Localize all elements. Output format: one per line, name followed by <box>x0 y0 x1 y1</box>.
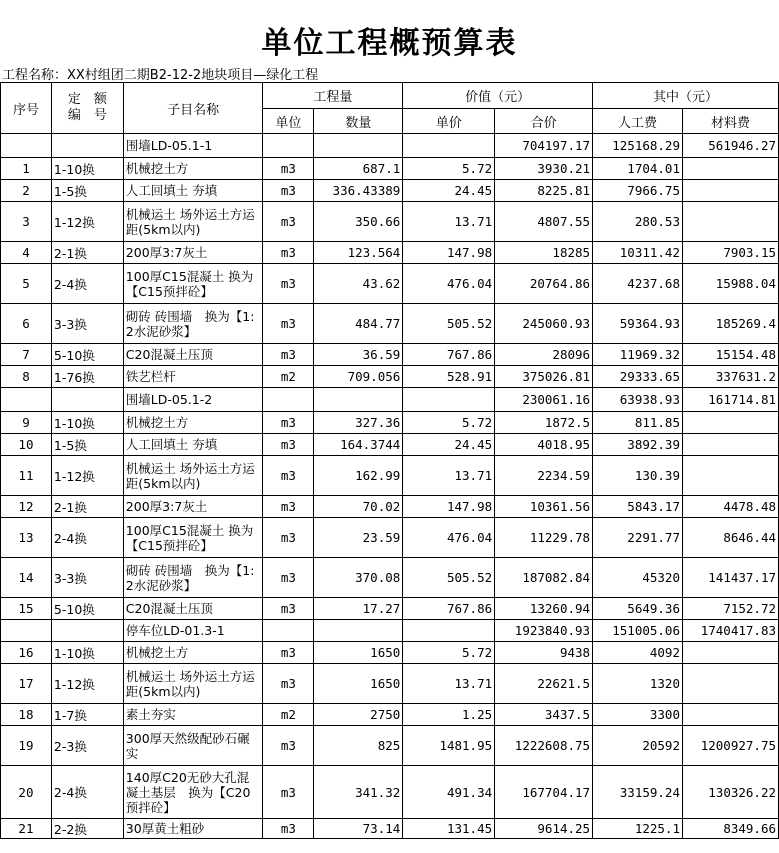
row-unit: m3 <box>263 180 314 202</box>
row-unit-price: 24.45 <box>403 180 495 202</box>
row-unit: m3 <box>263 664 314 704</box>
row-material <box>682 664 778 704</box>
row-qty: 17.27 <box>314 598 403 620</box>
header-material: 材料费 <box>682 109 778 134</box>
row-unit: m3 <box>263 264 314 304</box>
row-material <box>682 158 778 180</box>
row-unit-price: 13.71 <box>403 456 495 496</box>
table-row <box>1 819 779 839</box>
row-name: 停车位LD-01.3-1 <box>123 620 263 642</box>
row-unit-price: 24.45 <box>403 434 495 456</box>
header-labor: 人工费 <box>593 109 683 134</box>
row-name: C20混凝土压顶 <box>123 344 263 366</box>
row-material: 7903.15 <box>682 242 778 264</box>
table-row <box>1 726 779 766</box>
table-row <box>1 598 779 620</box>
row-unit <box>263 134 314 158</box>
row-total: 230061.16 <box>495 388 593 412</box>
row-name: C20混凝土压顶 <box>123 598 263 620</box>
row-seq: 13 <box>1 518 52 558</box>
row-code: 2-4换 <box>51 518 123 558</box>
row-code: 5-10换 <box>51 598 123 620</box>
row-unit-price: 505.52 <box>403 304 495 344</box>
row-qty: 350.66 <box>314 202 403 242</box>
table-row <box>1 766 779 819</box>
row-total: 4807.55 <box>495 202 593 242</box>
row-seq: 19 <box>1 726 52 766</box>
header-unit: 单位 <box>263 109 314 134</box>
row-code: 1-12换 <box>51 456 123 496</box>
row-material: 15154.48 <box>682 344 778 366</box>
row-material: 8646.44 <box>682 518 778 558</box>
row-unit: m3 <box>263 496 314 518</box>
row-name: 铁艺栏杆 <box>123 366 263 388</box>
row-name: 人工回填土 夯填 <box>123 180 263 202</box>
row-labor: 5649.36 <box>593 598 683 620</box>
row-unit: m3 <box>263 158 314 180</box>
row-seq: 8 <box>1 366 52 388</box>
row-total: 4018.95 <box>495 434 593 456</box>
row-labor: 1704.01 <box>593 158 683 180</box>
row-code: 1-10换 <box>51 412 123 434</box>
row-seq: 16 <box>1 642 52 664</box>
row-name: 机械挖土方 <box>123 412 263 434</box>
row-material: 7152.72 <box>682 598 778 620</box>
row-code: 2-4换 <box>51 264 123 304</box>
table-row <box>1 518 779 558</box>
row-total: 28096 <box>495 344 593 366</box>
header-quantity-group: 工程量 <box>263 83 403 109</box>
row-total: 3437.5 <box>495 704 593 726</box>
row-unit: m3 <box>263 598 314 620</box>
row-material <box>682 202 778 242</box>
row-unit-price: 1481.95 <box>403 726 495 766</box>
table-row <box>1 664 779 704</box>
row-total: 1923840.93 <box>495 620 593 642</box>
row-seq: 6 <box>1 304 52 344</box>
row-unit-price: 147.98 <box>403 496 495 518</box>
row-seq: 9 <box>1 412 52 434</box>
row-labor: 125168.29 <box>593 134 683 158</box>
table-row <box>1 242 779 264</box>
row-name: 100厚C15混凝土 换为【C15预拌砼】 <box>123 264 263 304</box>
row-name: 140厚C20无砂大孔混凝土基层 换为【C20预拌砼】 <box>123 766 263 819</box>
row-code: 5-10换 <box>51 344 123 366</box>
row-name: 机械运土 场外运土方运距(5km以内) <box>123 664 263 704</box>
row-code: 3-3换 <box>51 558 123 598</box>
row-qty: 327.36 <box>314 412 403 434</box>
header-qty: 数量 <box>314 109 403 134</box>
row-qty: 73.14 <box>314 819 403 839</box>
table-row <box>1 202 779 242</box>
row-name: 素土夯实 <box>123 704 263 726</box>
row-material <box>682 642 778 664</box>
row-labor: 20592 <box>593 726 683 766</box>
page-title: 单位工程概预算表 <box>261 26 518 61</box>
row-seq: 10 <box>1 434 52 456</box>
row-total: 704197.17 <box>495 134 593 158</box>
row-name: 砌砖 砖围墙 换为【1:2水泥砂浆】 <box>123 558 263 598</box>
row-labor: 7966.75 <box>593 180 683 202</box>
row-material <box>682 434 778 456</box>
row-code: 1-5换 <box>51 180 123 202</box>
row-total: 22621.5 <box>495 664 593 704</box>
row-unit-price: 767.86 <box>403 344 495 366</box>
row-seq: 2 <box>1 180 52 202</box>
row-unit: m3 <box>263 819 314 839</box>
row-unit: m3 <box>263 726 314 766</box>
table-row <box>1 344 779 366</box>
row-code: 1-7换 <box>51 704 123 726</box>
row-seq <box>1 620 52 642</box>
row-qty: 1650 <box>314 642 403 664</box>
row-qty: 825 <box>314 726 403 766</box>
row-labor: 151005.06 <box>593 620 683 642</box>
row-unit-price: 13.71 <box>403 664 495 704</box>
row-material: 141437.17 <box>682 558 778 598</box>
row-total: 11229.78 <box>495 518 593 558</box>
row-seq: 5 <box>1 264 52 304</box>
row-qty: 370.08 <box>314 558 403 598</box>
row-total: 3930.21 <box>495 158 593 180</box>
row-unit <box>263 388 314 412</box>
header-code <box>51 83 123 134</box>
row-labor: 811.85 <box>593 412 683 434</box>
row-unit: m3 <box>263 766 314 819</box>
row-seq: 20 <box>1 766 52 819</box>
header-among-group: 其中（元） <box>593 83 779 109</box>
row-unit: m2 <box>263 366 314 388</box>
row-unit <box>263 620 314 642</box>
row-name: 200厚3:7灰土 <box>123 242 263 264</box>
row-unit-price: 147.98 <box>403 242 495 264</box>
row-labor: 5843.17 <box>593 496 683 518</box>
row-code: 1-10换 <box>51 642 123 664</box>
row-labor: 2291.77 <box>593 518 683 558</box>
row-qty: 70.02 <box>314 496 403 518</box>
row-code: 2-3换 <box>51 726 123 766</box>
row-seq <box>1 134 52 158</box>
row-unit-price: 491.34 <box>403 766 495 819</box>
row-unit-price: 5.72 <box>403 158 495 180</box>
row-labor: 63938.93 <box>593 388 683 412</box>
row-code: 1-12换 <box>51 664 123 704</box>
row-unit-price <box>403 134 495 158</box>
table-row <box>1 158 779 180</box>
row-name: 机械运土 场外运土方运距(5km以内) <box>123 456 263 496</box>
row-name: 机械挖土方 <box>123 642 263 664</box>
row-material: 8349.66 <box>682 819 778 839</box>
row-seq: 18 <box>1 704 52 726</box>
table-row <box>1 642 779 664</box>
row-qty: 2750 <box>314 704 403 726</box>
row-total: 187082.84 <box>495 558 593 598</box>
header-code-label: 定 额 编 号 <box>67 92 107 123</box>
row-code: 1-76换 <box>51 366 123 388</box>
row-total: 18285 <box>495 242 593 264</box>
row-total: 1872.5 <box>495 412 593 434</box>
row-seq: 21 <box>1 819 52 839</box>
row-labor: 11969.32 <box>593 344 683 366</box>
row-labor: 4237.68 <box>593 264 683 304</box>
row-qty <box>314 134 403 158</box>
row-seq: 4 <box>1 242 52 264</box>
row-qty: 23.59 <box>314 518 403 558</box>
row-labor: 45320 <box>593 558 683 598</box>
row-code: 1-5换 <box>51 434 123 456</box>
row-total: 8225.81 <box>495 180 593 202</box>
row-qty: 36.59 <box>314 344 403 366</box>
table-row <box>1 412 779 434</box>
row-qty: 43.62 <box>314 264 403 304</box>
header-unit-price: 单价 <box>403 109 495 134</box>
row-labor: 29333.65 <box>593 366 683 388</box>
row-total: 10361.56 <box>495 496 593 518</box>
row-total: 167704.17 <box>495 766 593 819</box>
row-seq: 7 <box>1 344 52 366</box>
row-material: 15988.04 <box>682 264 778 304</box>
row-material: 161714.81 <box>682 388 778 412</box>
table-row <box>1 366 779 388</box>
row-unit-price: 476.04 <box>403 518 495 558</box>
table-row <box>1 434 779 456</box>
row-total: 375026.81 <box>495 366 593 388</box>
row-qty: 164.3744 <box>314 434 403 456</box>
row-name: 人工回填土 夯填 <box>123 434 263 456</box>
row-unit: m3 <box>263 434 314 456</box>
section-row <box>1 620 779 642</box>
table-row <box>1 496 779 518</box>
row-total: 245060.93 <box>495 304 593 344</box>
row-unit: m3 <box>263 304 314 344</box>
row-total: 20764.86 <box>495 264 593 304</box>
header-total: 合价 <box>495 109 593 134</box>
row-labor: 1320 <box>593 664 683 704</box>
table-row <box>1 264 779 304</box>
row-unit: m3 <box>263 412 314 434</box>
row-material <box>682 456 778 496</box>
row-labor: 10311.42 <box>593 242 683 264</box>
row-unit-price <box>403 388 495 412</box>
row-code: 1-10换 <box>51 158 123 180</box>
section-row <box>1 388 779 412</box>
row-labor: 3892.39 <box>593 434 683 456</box>
row-unit-price: 476.04 <box>403 264 495 304</box>
row-code <box>51 134 123 158</box>
row-name: 机械运土 场外运土方运距(5km以内) <box>123 202 263 242</box>
row-unit: m3 <box>263 558 314 598</box>
table-row <box>1 704 779 726</box>
row-name: 30厚黄土粗砂 <box>123 819 263 839</box>
row-labor: 3300 <box>593 704 683 726</box>
table-row <box>1 456 779 496</box>
row-code: 2-1换 <box>51 242 123 264</box>
row-labor: 4092 <box>593 642 683 664</box>
row-name: 围墙LD-05.1-1 <box>123 134 263 158</box>
row-qty: 123.564 <box>314 242 403 264</box>
row-total: 1222608.75 <box>495 726 593 766</box>
row-seq: 17 <box>1 664 52 704</box>
row-seq <box>1 388 52 412</box>
row-unit: m2 <box>263 704 314 726</box>
row-material: 4478.48 <box>682 496 778 518</box>
row-unit: m3 <box>263 202 314 242</box>
row-unit-price: 505.52 <box>403 558 495 598</box>
header-seq: 序号 <box>1 83 52 134</box>
row-labor: 280.53 <box>593 202 683 242</box>
row-unit-price: 131.45 <box>403 819 495 839</box>
row-seq: 14 <box>1 558 52 598</box>
row-total: 9614.25 <box>495 819 593 839</box>
row-material <box>682 180 778 202</box>
row-code <box>51 388 123 412</box>
row-qty: 336.43389 <box>314 180 403 202</box>
header-item: 子目名称 <box>123 83 263 134</box>
row-name: 100厚C15混凝土 换为【C15预拌砼】 <box>123 518 263 558</box>
row-code: 3-3换 <box>51 304 123 344</box>
row-qty: 687.1 <box>314 158 403 180</box>
row-unit-price: 767.86 <box>403 598 495 620</box>
row-total: 2234.59 <box>495 456 593 496</box>
row-unit-price: 5.72 <box>403 412 495 434</box>
row-unit: m3 <box>263 518 314 558</box>
row-unit-price: 5.72 <box>403 642 495 664</box>
row-unit-price <box>403 620 495 642</box>
row-code <box>51 620 123 642</box>
row-qty: 341.32 <box>314 766 403 819</box>
row-material <box>682 704 778 726</box>
row-qty: 162.99 <box>314 456 403 496</box>
row-labor: 33159.24 <box>593 766 683 819</box>
table-row <box>1 180 779 202</box>
row-unit: m3 <box>263 642 314 664</box>
row-qty: 484.77 <box>314 304 403 344</box>
row-seq: 11 <box>1 456 52 496</box>
row-total: 9438 <box>495 642 593 664</box>
row-code: 2-1换 <box>51 496 123 518</box>
row-seq: 1 <box>1 158 52 180</box>
table-body <box>1 134 779 839</box>
row-code: 2-4换 <box>51 766 123 819</box>
row-unit-price: 1.25 <box>403 704 495 726</box>
budget-table <box>0 82 779 839</box>
row-unit: m3 <box>263 456 314 496</box>
section-row <box>1 134 779 158</box>
row-material: 337631.2 <box>682 366 778 388</box>
row-name: 砌砖 砖围墙 换为【1:2水泥砂浆】 <box>123 304 263 344</box>
row-material: 185269.4 <box>682 304 778 344</box>
project-name: 工程名称：XX村组团二期B2-12-2地块项目—绿化工程 <box>2 68 319 83</box>
row-name: 围墙LD-05.1-2 <box>123 388 263 412</box>
row-material: 1740417.83 <box>682 620 778 642</box>
table-row <box>1 558 779 598</box>
row-unit: m3 <box>263 344 314 366</box>
header-value-group: 价值（元） <box>403 83 593 109</box>
row-unit-price: 13.71 <box>403 202 495 242</box>
row-code: 2-2换 <box>51 819 123 839</box>
row-material: 1200927.75 <box>682 726 778 766</box>
row-material: 130326.22 <box>682 766 778 819</box>
row-unit: m3 <box>263 242 314 264</box>
row-seq: 15 <box>1 598 52 620</box>
row-seq: 12 <box>1 496 52 518</box>
row-qty <box>314 388 403 412</box>
row-material: 561946.27 <box>682 134 778 158</box>
row-total: 13260.94 <box>495 598 593 620</box>
row-labor: 59364.93 <box>593 304 683 344</box>
row-seq: 3 <box>1 202 52 242</box>
row-unit-price: 528.91 <box>403 366 495 388</box>
row-labor: 130.39 <box>593 456 683 496</box>
row-qty: 709.056 <box>314 366 403 388</box>
row-name: 200厚3:7灰土 <box>123 496 263 518</box>
row-labor: 1225.1 <box>593 819 683 839</box>
row-name: 机械挖土方 <box>123 158 263 180</box>
row-name: 300厚天然级配砂石碾实 <box>123 726 263 766</box>
row-material <box>682 412 778 434</box>
table-row <box>1 304 779 344</box>
row-code: 1-12换 <box>51 202 123 242</box>
row-qty <box>314 620 403 642</box>
row-qty: 1650 <box>314 664 403 704</box>
